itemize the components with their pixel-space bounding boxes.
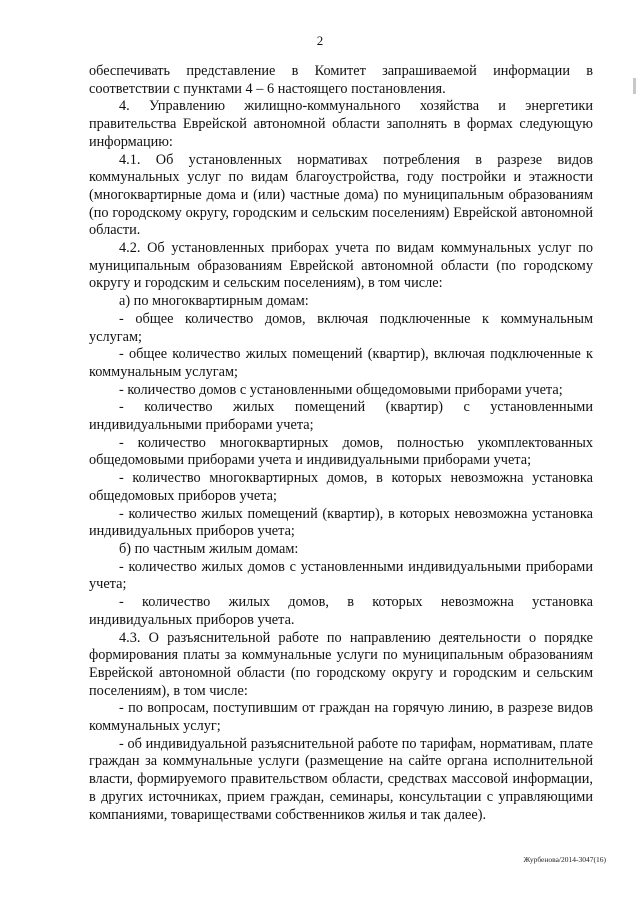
document-body (89, 63, 593, 824)
list-item: - общее количество домов, включая подключенные к коммунальным услугам; (89, 310, 593, 345)
list-item: - количество домов с установленными общедомовыми приборами учета; (119, 381, 563, 398)
list-item: - количество жилых домов с установленными индивидуальными приборами учета; (89, 558, 593, 593)
paragraph-continuation: обеспечивать представление в Комитет запрашиваемой информации в соответствии с пунктами 4 – 6 настоящего постановления. (89, 63, 593, 97)
list-item: - количество жилых помещений (квартир), в которых невозможна установка индивидуальных приборов учета; (89, 505, 593, 540)
paragraph-subitem-b: б) по частным жилым домам: (119, 540, 299, 557)
list-item: - по вопросам, поступившим от граждан на горячую линию, в разрезе видов коммунальных услуг; (89, 700, 593, 735)
scan-edge-mark (633, 78, 636, 94)
list-item: - об индивидуальной разъяснительной работе по тарифам, нормативам, плате граждан за коммунальные услуги (размещение на сайте органа исполнительной власти, формируемого правительством области, средствах массовой информации, в других источниках, прием граждан, семинары, консультации с управляющими компаниями, товариществами собственников жилья и так далее). (89, 735, 593, 823)
page-number: 2 (316, 33, 324, 48)
list-item: - общее количество жилых помещений (квартир), включая подключенные к коммунальным услугам; (89, 346, 593, 380)
paragraph-item-4-1: 4.1. Об установленных нормативах потребления в разрезе видов коммунальных услуг по видам благоустройства, году постройки и этажности (многоквартирные дома и (или) частные дома) по муниципальным образованиям (по городскому округу, городским и сельским поселениям) Еврейской автономной области. (89, 151, 593, 239)
list-item: - количество многоквартирных домов, полностью укомплектованных общедомовыми приборами учета и индивидуальными приборами учета; (89, 434, 593, 469)
footer-document-code: Журбенова/2014-3047(16) (523, 855, 606, 864)
paragraph-subitem-a: а) по многоквартирным домам: (119, 293, 309, 310)
paragraph-item-4-3: 4.3. О разъяснительной работе по направлению деятельности о порядке формирования платы за коммунальные услуги по муниципальным образованиям Еврейской автономной области (по городскому округу и городским и сельским поселениям), в том числе: (89, 629, 593, 699)
paragraph-item-4-2: 4.2. Об установленных приборах учета по видам коммунальных услуг по муниципальным образованиям Еврейской автономной области (по городскому округу и городским и сельским поселениям), в том числе: (89, 240, 593, 292)
paragraph-item-4: 4. Управлению жилищно-коммунального хозяйства и энергетики правительства Еврейской автономной области заполнять в формах следующую информацию: (89, 98, 593, 150)
list-item: - количество жилых помещений (квартир) с установленными индивидуальными приборами учета; (89, 399, 593, 434)
list-item: - количество жилых домов, в которых невозможна установка индивидуальных приборов учета. (89, 594, 593, 628)
list-item: - количество многоквартирных домов, в которых невозможна установка общедомовых приборов учета; (89, 470, 593, 504)
